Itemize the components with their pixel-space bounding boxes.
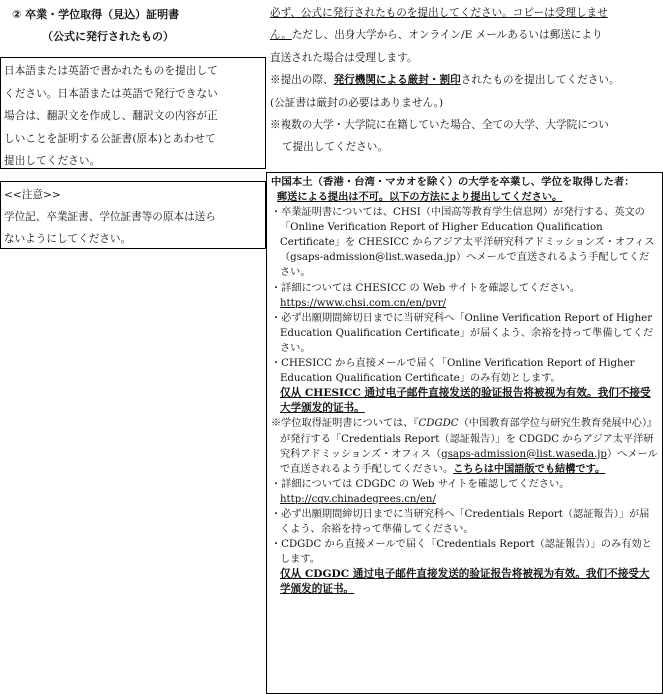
email-link[interactable]: gsaps-admission@list.waseda.jp <box>441 448 607 460</box>
right-column <box>266 0 663 694</box>
heading-line-2: （公式に発行されたもの） <box>42 30 174 43</box>
text-line <box>270 24 657 46</box>
text-line: 直送された場合は受理します。 <box>270 51 418 64</box>
caution-title: <<注意>> <box>4 189 61 201</box>
list-item: ・必ず出願期間締切日までに当研究科へ「Credentials Report（認証報告）」が届くよう、余裕を持って準備してください。 <box>271 508 650 536</box>
china-mainland-box <box>266 172 663 694</box>
list-item: ・卒業証明書については、CHSI（中国高等教育学生信息网）が発行する、英文の「Online Verification Report of Higher Education Qualification Certificate」を CHESICC からアジア太平洋研究科アドミッションズ・オフィス（gsaps-admission@list.waseda.jp）へメールで直送されるよう手配してください。 <box>271 207 655 279</box>
text-span: ただし、出身大学から、オンライン/E メールあるいは郵送により <box>291 29 603 42</box>
text-line: 場合は、翻訳文を作成し、翻訳文の内容が正 <box>4 110 218 122</box>
text-span: されたものを提出してください。 <box>460 74 620 87</box>
box-subheading: 郵送による提出は不可。以下の方法により提出してください。 <box>277 191 563 203</box>
chinese-notice: 仅从 CHESICC 通过电子邮件直接发送的验证报告将被视为有效。我们不接受大学颁发的证书。 <box>280 387 651 415</box>
text-line: ないようにしてください。 <box>4 233 132 245</box>
text-line: しいことを証明する公証書(原本)とあわせて <box>4 132 216 145</box>
section-heading <box>0 0 266 57</box>
text-line: 必ず、公式に発行されたものを提出してください。コピーは受理しませ <box>270 7 608 19</box>
text-line <box>270 69 657 91</box>
text-line: て提出してください。 <box>282 141 388 154</box>
chesicc-url-link[interactable]: https://www.chsi.com.cn/en/pvr/ <box>280 297 447 309</box>
text-line: 提出してください。 <box>4 155 101 167</box>
list-item: ・必ず出願期間締切日までに当研究科へ「Online Verification Report of Higher Education Qualification Certificate」が届くよう、余裕を持って準備してください。 <box>271 312 654 354</box>
text-line: 学位記、卒業証書、学位証書等の原本は送ら <box>4 211 216 223</box>
emphasis-text: こちらは中国語版でも結構です。 <box>453 462 606 475</box>
list-item: ・CHESICC から直接メールで届く「Online Verification Report of Higher Education Qualification Certificate」のみ有効とします。 <box>271 358 635 385</box>
text-line: 日本語または英語で書かれたものを提出して <box>4 65 218 77</box>
cdgdc-url-link[interactable]: http://cqv.chinadegrees.cn/en/ <box>280 493 436 505</box>
text-line: ※複数の大学・大学院に在籍していた場合、全ての大学、大学院につい <box>270 119 609 132</box>
submission-notes <box>266 0 663 172</box>
list-item: ・詳細については CDGDC の Web サイトを確認してください。 <box>271 478 570 490</box>
caution-box <box>0 181 266 249</box>
text-span: （中国教育部学位与研究生教育発展中心）』が発行する「Credentials Report（認証報告）」を CDGDC からアジア太平洋研究科アドミッションズ・オフィス（ <box>280 418 658 460</box>
degree-certificate-note <box>271 416 658 476</box>
text-line: (公証書は厳封の必要はありません。) <box>270 96 444 109</box>
underlined-text: ん。 <box>270 29 292 42</box>
text-span: ）へメールで直送されるよう手配してください。 <box>280 448 658 475</box>
chinese-notice: 仅从 CDGDC 通过电子邮件直接发送的验证报告将被视为有效。我们不接受大学颁发的证书。 <box>280 568 650 596</box>
left-column <box>0 0 266 249</box>
text-span: ※学位取得証明書については、『 <box>271 418 419 430</box>
text-line: ください。日本語または英語で発行できない <box>4 87 218 100</box>
list-item: ・詳細については CHESICC の Web サイトを確認してください。 <box>271 282 581 294</box>
text-span: ※提出の際、 <box>270 74 334 87</box>
language-requirement-box <box>0 57 266 169</box>
emphasis-text: 発行機関による厳封・割印 <box>333 74 461 87</box>
text-span: CDGDC <box>418 418 459 430</box>
box-heading: 中国本土（香港・台湾・マカオを除く）の大学を卒業し、学位を取得した者： <box>271 176 635 188</box>
heading-line-1: ② 卒業・学位取得（見込）証明書 <box>12 8 180 21</box>
list-item: ・CDGDC から直接メールで届く「Credentials Report（認証報告）」のみ有効とします。 <box>271 539 652 566</box>
